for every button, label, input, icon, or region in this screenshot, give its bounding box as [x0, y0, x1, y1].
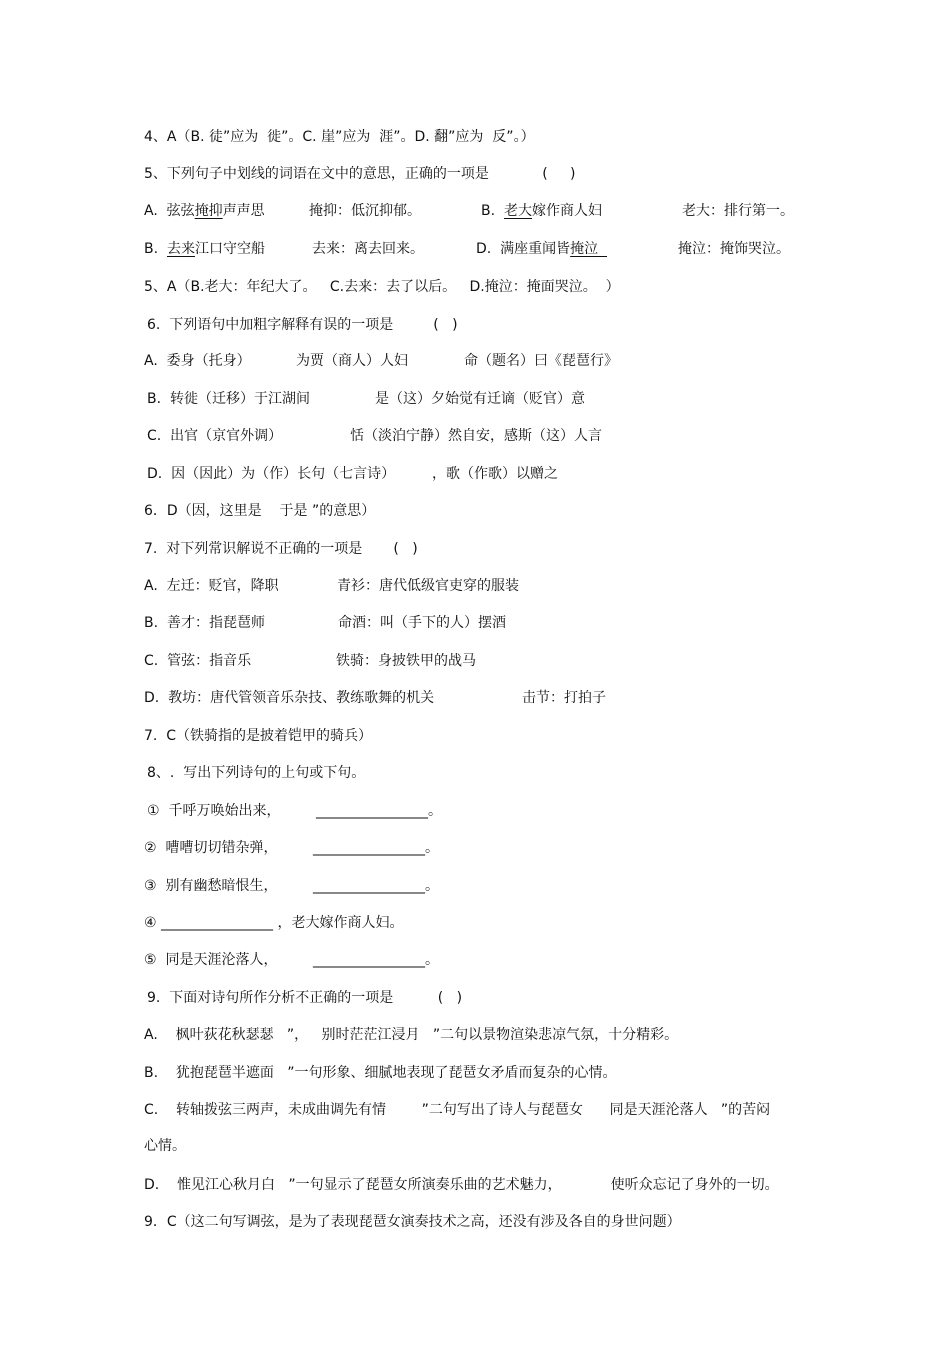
question-6: 6. 下列语句中加粗字解释有误的一项是 ( ) [147, 317, 458, 333]
option-7d-part2: 击节：打拍子 [522, 690, 606, 706]
blank-item-2: ② 嘈嘈切切错杂弹， ________________。 [144, 840, 440, 856]
blank-item-4: ④ ________________ ，老大嫁作商人妇。 [144, 915, 404, 931]
option-6b: B. 转徙（迁移）于江湖间 [147, 391, 310, 407]
option-text: D. 满座重闻皆 [476, 241, 571, 257]
option-9c-continued: 心情。 [144, 1138, 186, 1154]
option-6a: A. 委身（托身） [144, 353, 251, 369]
option-9a: A. 枫叶荻花秋瑟瑟 ”， 别时茫茫江浸月 ”二句以景物渲染悲凉气氛，十分精彩。 [144, 1027, 679, 1043]
option-7b: B. 善才：指琵琶师 [144, 615, 265, 631]
answer-6: 6．D（因，这里是 于是 ”的意思） [144, 503, 376, 519]
option-5b-meaning: 老大：排行第一。 [682, 203, 794, 219]
option-5a [144, 201, 265, 221]
option-9d: D. 惟见江心秋月白 ”一句显示了琵琶女所演奏乐曲的艺术魅力， 使听众忘记了身外的一切。 [144, 1177, 779, 1193]
option-7c-part2: 铁骑：身披铁甲的战马 [336, 653, 476, 669]
option-7a-part2: 青衫：唐代低级官吏穿的服装 [337, 578, 519, 594]
blank-item-5: ⑤ 同是天涯沦落人， ________________。 [144, 952, 440, 968]
option-text: 声声思 [222, 203, 265, 219]
option-5d-meaning: 掩泣：掩饰哭泣。 [678, 241, 790, 257]
option-text: A. 弦弦 [144, 203, 195, 219]
question-9: 9. 下面对诗句所作分析不正确的一项是 ( ) [147, 990, 463, 1006]
answer-9: 9．C（这二句写调弦，是为了表现琵琶女演奏技术之高，还没有涉及各自的身世问题） [144, 1214, 681, 1230]
question-7: 7. 对下列常识解说不正确的一项是 ( ) [144, 541, 418, 557]
question-8: 8、. 写出下列诗句的上句或下句。 [147, 765, 366, 781]
answer-4: 4、A（B. 徒”应为 徙”。C. 崖”应为 涯”。D. 翻”应为 反”。） [144, 129, 535, 145]
blank-item-3: ③ 别有幽愁暗恨生， ________________。 [144, 878, 440, 894]
option-5c-meaning: 去来：离去回来。 [312, 241, 424, 257]
option-7a: A. 左迁：贬官，降职 [144, 578, 279, 594]
option-text: 嫁作商人妇 [531, 203, 602, 219]
blank-item-1: ① 千呼万唤始出来， ________________。 [147, 803, 443, 819]
option-6c-part2: 恬（淡泊宁静）然自安，感斯（这）人言 [350, 428, 602, 444]
option-6a-part3: 命（题名）曰《琵琶行》 [464, 353, 618, 369]
answer-7: 7. C（铁骑指的是披着铠甲的骑兵） [144, 728, 373, 744]
option-7b-part2: 命酒：叫（手下的人）摆酒 [338, 615, 506, 631]
option-6c: C. 出官（京官外调） [147, 428, 283, 444]
option-7d: D. 教坊：唐代管领音乐杂技、教练歌舞的机关 [144, 690, 435, 706]
option-7c: C. 管弦：指音乐 [144, 653, 252, 669]
option-9c: C. 转轴拨弦三两声，未成曲调先有情 ”二句写出了诗人与琵琶女 同是天涯沦落人 ”的苦闷 [144, 1102, 771, 1118]
option-6d-part2: ，歌（作歌）以赠之 [432, 466, 558, 482]
answer-5: 5、A（B.老大：年纪大了。 C.去来：去了以后。 D.掩泣：掩面哭泣。 ） [144, 279, 620, 295]
underlined-term: 掩泣 [570, 241, 608, 257]
option-6b-part2: 是（这）夕始觉有迁谪（贬官）意 [375, 391, 585, 407]
option-5d [476, 239, 607, 259]
underlined-term: 老大 [503, 203, 532, 219]
option-5b [481, 201, 602, 221]
option-5a-meaning: 掩抑：低沉抑郁。 [309, 203, 421, 219]
option-text: B. [481, 203, 504, 219]
option-5c [144, 239, 265, 259]
option-9b: B. 犹抱琵琶半遮面 ”一句形象、细腻地表现了琵琶女矛盾而复杂的心情。 [144, 1065, 617, 1081]
underlined-term: 去来 [166, 241, 195, 257]
option-text: B. [144, 241, 167, 257]
underlined-term: 掩抑 [194, 203, 223, 219]
option-6d: D. 因（因此）为（作）长句（七言诗） [147, 466, 396, 482]
option-6a-part2: 为贾（商人）人妇 [296, 353, 408, 369]
question-5: 5、下列句子中划线的词语在文中的意思，正确的一项是 ( ) [144, 166, 576, 182]
option-text: 江口守空船 [194, 241, 265, 257]
